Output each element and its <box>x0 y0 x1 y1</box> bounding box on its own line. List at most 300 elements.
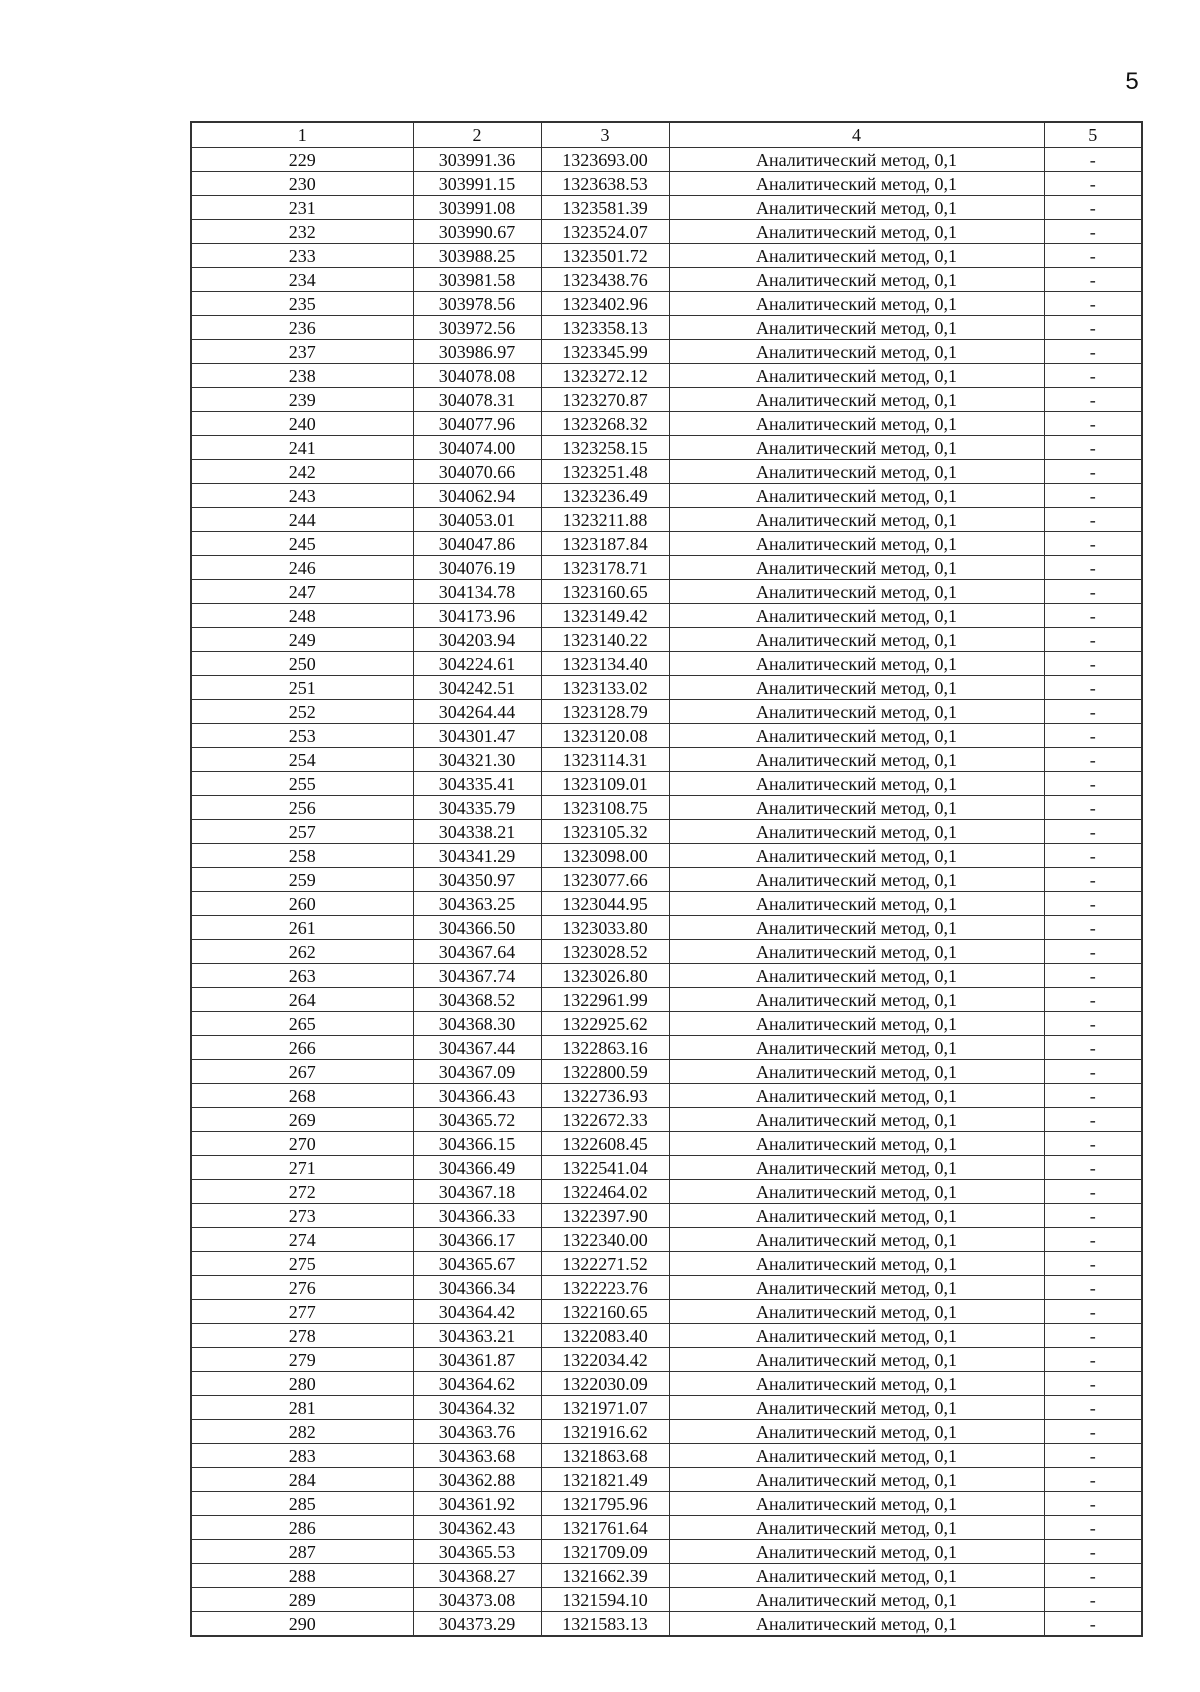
column-header-2: 2 <box>413 122 541 148</box>
y-coordinate-cell: 1322340.00 <box>541 1228 669 1252</box>
method-cell: Аналитический метод, 0,1 <box>669 1012 1044 1036</box>
x-coordinate-cell: 304363.25 <box>413 892 541 916</box>
y-coordinate-cell: 1323268.32 <box>541 412 669 436</box>
x-coordinate-cell: 304366.33 <box>413 1204 541 1228</box>
x-coordinate-cell: 304364.32 <box>413 1396 541 1420</box>
table-row <box>191 748 1142 772</box>
method-cell: Аналитический метод, 0,1 <box>669 1612 1044 1637</box>
x-coordinate-cell: 304362.43 <box>413 1516 541 1540</box>
method-cell: Аналитический метод, 0,1 <box>669 364 1044 388</box>
y-coordinate-cell: 1321863.68 <box>541 1444 669 1468</box>
y-coordinate-cell: 1322736.93 <box>541 1084 669 1108</box>
y-coordinate-cell: 1323105.32 <box>541 820 669 844</box>
note-cell: - <box>1044 892 1142 916</box>
note-cell: - <box>1044 700 1142 724</box>
note-cell: - <box>1044 316 1142 340</box>
column-header-5: 5 <box>1044 122 1142 148</box>
y-coordinate-cell: 1322464.02 <box>541 1180 669 1204</box>
y-coordinate-cell: 1323211.88 <box>541 508 669 532</box>
table-row <box>191 628 1142 652</box>
point-number-cell: 231 <box>191 196 413 220</box>
x-coordinate-cell: 304368.27 <box>413 1564 541 1588</box>
point-number-cell: 256 <box>191 796 413 820</box>
x-coordinate-cell: 303972.56 <box>413 316 541 340</box>
table-row <box>191 1540 1142 1564</box>
x-coordinate-cell: 303981.58 <box>413 268 541 292</box>
y-coordinate-cell: 1323236.49 <box>541 484 669 508</box>
y-coordinate-cell: 1323178.71 <box>541 556 669 580</box>
point-number-cell: 289 <box>191 1588 413 1612</box>
method-cell: Аналитический метод, 0,1 <box>669 556 1044 580</box>
y-coordinate-cell: 1323358.13 <box>541 316 669 340</box>
x-coordinate-cell: 304074.00 <box>413 436 541 460</box>
note-cell: - <box>1044 1492 1142 1516</box>
point-number-cell: 283 <box>191 1444 413 1468</box>
header-row <box>191 122 1142 148</box>
point-number-cell: 229 <box>191 148 413 172</box>
method-cell: Аналитический метод, 0,1 <box>669 196 1044 220</box>
table-row <box>191 532 1142 556</box>
method-cell: Аналитический метод, 0,1 <box>669 1156 1044 1180</box>
y-coordinate-cell: 1323270.87 <box>541 388 669 412</box>
point-number-cell: 237 <box>191 340 413 364</box>
y-coordinate-cell: 1322397.90 <box>541 1204 669 1228</box>
point-number-cell: 254 <box>191 748 413 772</box>
point-number-cell: 260 <box>191 892 413 916</box>
x-coordinate-cell: 304070.66 <box>413 460 541 484</box>
column-header-1: 1 <box>191 122 413 148</box>
point-number-cell: 286 <box>191 1516 413 1540</box>
point-number-cell: 251 <box>191 676 413 700</box>
y-coordinate-cell: 1323402.96 <box>541 292 669 316</box>
note-cell: - <box>1044 676 1142 700</box>
table-row <box>191 964 1142 988</box>
table-row <box>191 820 1142 844</box>
table-row <box>191 844 1142 868</box>
y-coordinate-cell: 1323033.80 <box>541 916 669 940</box>
x-coordinate-cell: 304301.47 <box>413 724 541 748</box>
table-row <box>191 1348 1142 1372</box>
x-coordinate-cell: 304365.67 <box>413 1252 541 1276</box>
method-cell: Аналитический метод, 0,1 <box>669 484 1044 508</box>
y-coordinate-cell: 1323044.95 <box>541 892 669 916</box>
note-cell: - <box>1044 820 1142 844</box>
note-cell: - <box>1044 1204 1142 1228</box>
table-row <box>191 196 1142 220</box>
method-cell: Аналитический метод, 0,1 <box>669 604 1044 628</box>
method-cell: Аналитический метод, 0,1 <box>669 652 1044 676</box>
point-number-cell: 258 <box>191 844 413 868</box>
method-cell: Аналитический метод, 0,1 <box>669 1300 1044 1324</box>
x-coordinate-cell: 304078.31 <box>413 388 541 412</box>
point-number-cell: 249 <box>191 628 413 652</box>
table-row <box>191 892 1142 916</box>
note-cell: - <box>1044 436 1142 460</box>
method-cell: Аналитический метод, 0,1 <box>669 988 1044 1012</box>
note-cell: - <box>1044 1180 1142 1204</box>
table-row <box>191 292 1142 316</box>
x-coordinate-cell: 304366.17 <box>413 1228 541 1252</box>
x-coordinate-cell: 303991.08 <box>413 196 541 220</box>
x-coordinate-cell: 304368.52 <box>413 988 541 1012</box>
method-cell: Аналитический метод, 0,1 <box>669 220 1044 244</box>
method-cell: Аналитический метод, 0,1 <box>669 340 1044 364</box>
method-cell: Аналитический метод, 0,1 <box>669 940 1044 964</box>
note-cell: - <box>1044 220 1142 244</box>
table-row <box>191 988 1142 1012</box>
table-row <box>191 508 1142 532</box>
point-number-cell: 268 <box>191 1084 413 1108</box>
note-cell: - <box>1044 1036 1142 1060</box>
method-cell: Аналитический метод, 0,1 <box>669 916 1044 940</box>
point-number-cell: 264 <box>191 988 413 1012</box>
y-coordinate-cell: 1323028.52 <box>541 940 669 964</box>
point-number-cell: 275 <box>191 1252 413 1276</box>
x-coordinate-cell: 304366.43 <box>413 1084 541 1108</box>
point-number-cell: 243 <box>191 484 413 508</box>
table-row <box>191 1444 1142 1468</box>
y-coordinate-cell: 1322541.04 <box>541 1156 669 1180</box>
note-cell: - <box>1044 1612 1142 1637</box>
method-cell: Аналитический метод, 0,1 <box>669 268 1044 292</box>
table-row <box>191 172 1142 196</box>
note-cell: - <box>1044 940 1142 964</box>
x-coordinate-cell: 304361.92 <box>413 1492 541 1516</box>
x-coordinate-cell: 304366.34 <box>413 1276 541 1300</box>
y-coordinate-cell: 1323581.39 <box>541 196 669 220</box>
y-coordinate-cell: 1321594.10 <box>541 1588 669 1612</box>
point-number-cell: 288 <box>191 1564 413 1588</box>
note-cell: - <box>1044 1132 1142 1156</box>
table-row <box>191 1252 1142 1276</box>
x-coordinate-cell: 304373.29 <box>413 1612 541 1637</box>
x-coordinate-cell: 304053.01 <box>413 508 541 532</box>
table-row <box>191 1324 1142 1348</box>
note-cell: - <box>1044 1060 1142 1084</box>
y-coordinate-cell: 1323098.00 <box>541 844 669 868</box>
note-cell: - <box>1044 508 1142 532</box>
y-coordinate-cell: 1323160.65 <box>541 580 669 604</box>
y-coordinate-cell: 1322863.16 <box>541 1036 669 1060</box>
x-coordinate-cell: 304373.08 <box>413 1588 541 1612</box>
y-coordinate-cell: 1322160.65 <box>541 1300 669 1324</box>
point-number-cell: 252 <box>191 700 413 724</box>
point-number-cell: 241 <box>191 436 413 460</box>
note-cell: - <box>1044 1348 1142 1372</box>
point-number-cell: 271 <box>191 1156 413 1180</box>
y-coordinate-cell: 1323026.80 <box>541 964 669 988</box>
note-cell: - <box>1044 532 1142 556</box>
table-row <box>191 1396 1142 1420</box>
table-row <box>191 1300 1142 1324</box>
note-cell: - <box>1044 172 1142 196</box>
point-number-cell: 267 <box>191 1060 413 1084</box>
point-number-cell: 250 <box>191 652 413 676</box>
point-number-cell: 230 <box>191 172 413 196</box>
note-cell: - <box>1044 964 1142 988</box>
note-cell: - <box>1044 580 1142 604</box>
method-cell: Аналитический метод, 0,1 <box>669 580 1044 604</box>
point-number-cell: 282 <box>191 1420 413 1444</box>
point-number-cell: 277 <box>191 1300 413 1324</box>
point-number-cell: 290 <box>191 1612 413 1637</box>
x-coordinate-cell: 304366.50 <box>413 916 541 940</box>
point-number-cell: 273 <box>191 1204 413 1228</box>
y-coordinate-cell: 1322271.52 <box>541 1252 669 1276</box>
y-coordinate-cell: 1321916.62 <box>541 1420 669 1444</box>
table-row <box>191 460 1142 484</box>
note-cell: - <box>1044 292 1142 316</box>
method-cell: Аналитический метод, 0,1 <box>669 724 1044 748</box>
point-number-cell: 284 <box>191 1468 413 1492</box>
x-coordinate-cell: 304366.49 <box>413 1156 541 1180</box>
note-cell: - <box>1044 1300 1142 1324</box>
note-cell: - <box>1044 1396 1142 1420</box>
point-number-cell: 244 <box>191 508 413 532</box>
note-cell: - <box>1044 340 1142 364</box>
x-coordinate-cell: 304361.87 <box>413 1348 541 1372</box>
table-row <box>191 1036 1142 1060</box>
method-cell: Аналитический метод, 0,1 <box>669 820 1044 844</box>
point-number-cell: 248 <box>191 604 413 628</box>
page-number: 5 <box>1125 68 1139 95</box>
point-number-cell: 276 <box>191 1276 413 1300</box>
table-header <box>191 122 1142 148</box>
table-row <box>191 244 1142 268</box>
table-row <box>191 1108 1142 1132</box>
point-number-cell: 280 <box>191 1372 413 1396</box>
y-coordinate-cell: 1322083.40 <box>541 1324 669 1348</box>
method-cell: Аналитический метод, 0,1 <box>669 532 1044 556</box>
point-number-cell: 281 <box>191 1396 413 1420</box>
x-coordinate-cell: 304364.42 <box>413 1300 541 1324</box>
x-coordinate-cell: 304367.44 <box>413 1036 541 1060</box>
point-number-cell: 278 <box>191 1324 413 1348</box>
table-row <box>191 700 1142 724</box>
method-cell: Аналитический метод, 0,1 <box>669 436 1044 460</box>
method-cell: Аналитический метод, 0,1 <box>669 1036 1044 1060</box>
note-cell: - <box>1044 388 1142 412</box>
y-coordinate-cell: 1323114.31 <box>541 748 669 772</box>
x-coordinate-cell: 304362.88 <box>413 1468 541 1492</box>
table-row <box>191 916 1142 940</box>
table-row <box>191 1420 1142 1444</box>
method-cell: Аналитический метод, 0,1 <box>669 1516 1044 1540</box>
method-cell: Аналитический метод, 0,1 <box>669 244 1044 268</box>
table-row <box>191 1228 1142 1252</box>
note-cell: - <box>1044 1324 1142 1348</box>
point-number-cell: 266 <box>191 1036 413 1060</box>
y-coordinate-cell: 1322034.42 <box>541 1348 669 1372</box>
method-cell: Аналитический метод, 0,1 <box>669 388 1044 412</box>
x-coordinate-cell: 304368.30 <box>413 1012 541 1036</box>
note-cell: - <box>1044 628 1142 652</box>
point-number-cell: 285 <box>191 1492 413 1516</box>
x-coordinate-cell: 304350.97 <box>413 868 541 892</box>
table-row <box>191 1588 1142 1612</box>
note-cell: - <box>1044 844 1142 868</box>
table-row <box>191 1276 1142 1300</box>
method-cell: Аналитический метод, 0,1 <box>669 628 1044 652</box>
x-coordinate-cell: 304367.64 <box>413 940 541 964</box>
method-cell: Аналитический метод, 0,1 <box>669 1396 1044 1420</box>
point-number-cell: 261 <box>191 916 413 940</box>
table-row <box>191 268 1142 292</box>
point-number-cell: 238 <box>191 364 413 388</box>
y-coordinate-cell: 1322608.45 <box>541 1132 669 1156</box>
y-coordinate-cell: 1323134.40 <box>541 652 669 676</box>
x-coordinate-cell: 304062.94 <box>413 484 541 508</box>
note-cell: - <box>1044 988 1142 1012</box>
table-row <box>191 772 1142 796</box>
point-number-cell: 265 <box>191 1012 413 1036</box>
method-cell: Аналитический метод, 0,1 <box>669 1468 1044 1492</box>
y-coordinate-cell: 1323693.00 <box>541 148 669 172</box>
y-coordinate-cell: 1321583.13 <box>541 1612 669 1637</box>
point-number-cell: 236 <box>191 316 413 340</box>
x-coordinate-cell: 304367.09 <box>413 1060 541 1084</box>
table-row <box>191 1012 1142 1036</box>
y-coordinate-cell: 1322925.62 <box>541 1012 669 1036</box>
table-row <box>191 868 1142 892</box>
method-cell: Аналитический метод, 0,1 <box>669 1204 1044 1228</box>
note-cell: - <box>1044 1564 1142 1588</box>
note-cell: - <box>1044 652 1142 676</box>
table-row <box>191 436 1142 460</box>
x-coordinate-cell: 304341.29 <box>413 844 541 868</box>
x-coordinate-cell: 304173.96 <box>413 604 541 628</box>
y-coordinate-cell: 1322030.09 <box>541 1372 669 1396</box>
point-number-cell: 269 <box>191 1108 413 1132</box>
method-cell: Аналитический метод, 0,1 <box>669 1180 1044 1204</box>
table-row <box>191 724 1142 748</box>
note-cell: - <box>1044 1588 1142 1612</box>
x-coordinate-cell: 304363.21 <box>413 1324 541 1348</box>
x-coordinate-cell: 304367.18 <box>413 1180 541 1204</box>
table-row <box>191 1468 1142 1492</box>
x-coordinate-cell: 304363.76 <box>413 1420 541 1444</box>
x-coordinate-cell: 304203.94 <box>413 628 541 652</box>
point-number-cell: 255 <box>191 772 413 796</box>
method-cell: Аналитический метод, 0,1 <box>669 1564 1044 1588</box>
note-cell: - <box>1044 1084 1142 1108</box>
x-coordinate-cell: 303990.67 <box>413 220 541 244</box>
note-cell: - <box>1044 1252 1142 1276</box>
method-cell: Аналитический метод, 0,1 <box>669 676 1044 700</box>
method-cell: Аналитический метод, 0,1 <box>669 1228 1044 1252</box>
note-cell: - <box>1044 1276 1142 1300</box>
point-number-cell: 234 <box>191 268 413 292</box>
method-cell: Аналитический метод, 0,1 <box>669 508 1044 532</box>
y-coordinate-cell: 1323524.07 <box>541 220 669 244</box>
x-coordinate-cell: 303991.15 <box>413 172 541 196</box>
x-coordinate-cell: 303991.36 <box>413 148 541 172</box>
note-cell: - <box>1044 148 1142 172</box>
y-coordinate-cell: 1323258.15 <box>541 436 669 460</box>
note-cell: - <box>1044 724 1142 748</box>
method-cell: Аналитический метод, 0,1 <box>669 172 1044 196</box>
method-cell: Аналитический метод, 0,1 <box>669 1492 1044 1516</box>
point-number-cell: 242 <box>191 460 413 484</box>
note-cell: - <box>1044 1420 1142 1444</box>
point-number-cell: 247 <box>191 580 413 604</box>
method-cell: Аналитический метод, 0,1 <box>669 1420 1044 1444</box>
x-coordinate-cell: 304338.21 <box>413 820 541 844</box>
note-cell: - <box>1044 556 1142 580</box>
y-coordinate-cell: 1323108.75 <box>541 796 669 820</box>
method-cell: Аналитический метод, 0,1 <box>669 772 1044 796</box>
table-row <box>191 796 1142 820</box>
table-row <box>191 652 1142 676</box>
point-number-cell: 253 <box>191 724 413 748</box>
method-cell: Аналитический метод, 0,1 <box>669 1444 1044 1468</box>
x-coordinate-cell: 304335.79 <box>413 796 541 820</box>
method-cell: Аналитический метод, 0,1 <box>669 316 1044 340</box>
method-cell: Аналитический метод, 0,1 <box>669 1132 1044 1156</box>
x-coordinate-cell: 304364.62 <box>413 1372 541 1396</box>
point-number-cell: 272 <box>191 1180 413 1204</box>
x-coordinate-cell: 304134.78 <box>413 580 541 604</box>
column-header-4: 4 <box>669 122 1044 148</box>
x-coordinate-cell: 303986.97 <box>413 340 541 364</box>
table-row <box>191 940 1142 964</box>
table-row <box>191 1564 1142 1588</box>
point-number-cell: 245 <box>191 532 413 556</box>
table-row <box>191 1492 1142 1516</box>
x-coordinate-cell: 304365.72 <box>413 1108 541 1132</box>
table-row <box>191 364 1142 388</box>
table-row <box>191 388 1142 412</box>
coordinates-table <box>190 121 1143 1637</box>
y-coordinate-cell: 1322961.99 <box>541 988 669 1012</box>
table-row <box>191 484 1142 508</box>
method-cell: Аналитический метод, 0,1 <box>669 1108 1044 1132</box>
table-row <box>191 1372 1142 1396</box>
note-cell: - <box>1044 1444 1142 1468</box>
y-coordinate-cell: 1323638.53 <box>541 172 669 196</box>
x-coordinate-cell: 304077.96 <box>413 412 541 436</box>
note-cell: - <box>1044 244 1142 268</box>
y-coordinate-cell: 1322223.76 <box>541 1276 669 1300</box>
point-number-cell: 235 <box>191 292 413 316</box>
y-coordinate-cell: 1323251.48 <box>541 460 669 484</box>
note-cell: - <box>1044 868 1142 892</box>
note-cell: - <box>1044 460 1142 484</box>
y-coordinate-cell: 1321971.07 <box>541 1396 669 1420</box>
method-cell: Аналитический метод, 0,1 <box>669 148 1044 172</box>
table-row <box>191 1084 1142 1108</box>
method-cell: Аналитический метод, 0,1 <box>669 1060 1044 1084</box>
table-row <box>191 1156 1142 1180</box>
method-cell: Аналитический метод, 0,1 <box>669 700 1044 724</box>
table-row <box>191 220 1142 244</box>
y-coordinate-cell: 1323109.01 <box>541 772 669 796</box>
point-number-cell: 263 <box>191 964 413 988</box>
method-cell: Аналитический метод, 0,1 <box>669 292 1044 316</box>
method-cell: Аналитический метод, 0,1 <box>669 412 1044 436</box>
note-cell: - <box>1044 1372 1142 1396</box>
table-row <box>191 316 1142 340</box>
y-coordinate-cell: 1323272.12 <box>541 364 669 388</box>
point-number-cell: 257 <box>191 820 413 844</box>
y-coordinate-cell: 1323140.22 <box>541 628 669 652</box>
y-coordinate-cell: 1321709.09 <box>541 1540 669 1564</box>
point-number-cell: 239 <box>191 388 413 412</box>
point-number-cell: 279 <box>191 1348 413 1372</box>
x-coordinate-cell: 304078.08 <box>413 364 541 388</box>
y-coordinate-cell: 1321662.39 <box>541 1564 669 1588</box>
y-coordinate-cell: 1321821.49 <box>541 1468 669 1492</box>
